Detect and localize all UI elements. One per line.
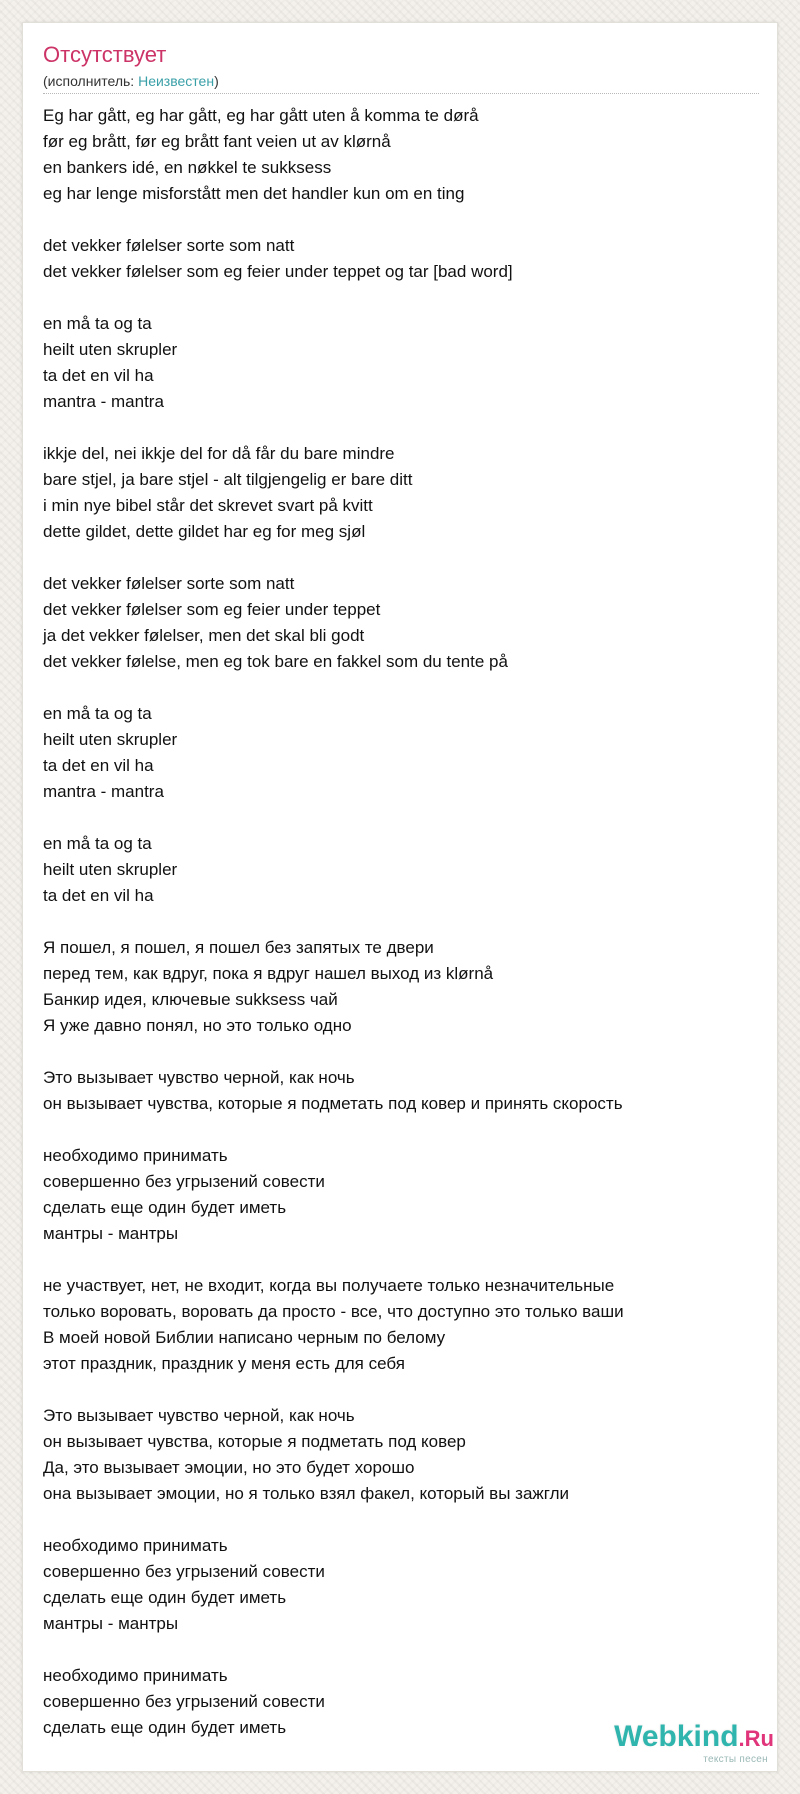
lyric-line: не участвует, нет, не входит, когда вы получаете только незначительные <box>43 1276 615 1295</box>
lyric-line: совершенно без угрызений совести <box>43 1692 325 1711</box>
lyric-line: det vekker følelser sorte som natt <box>43 236 295 255</box>
stanza-break <box>43 1507 763 1533</box>
lyric-line: heilt uten skrupler <box>43 730 178 749</box>
lyric-line: en må ta og ta <box>43 704 152 723</box>
lyric-line: мантры - мантры <box>43 1224 179 1243</box>
lyric-line: Eg har gått, eg har gått, eg har gått uten å komma te dørå <box>43 106 479 125</box>
lyric-line: совершенно без угрызений совести <box>43 1562 325 1581</box>
lyric-line: ikkje del, nei ikkje del for då får du bare mindre <box>43 444 395 463</box>
lyric-line: В моей новой Библии написано черным по белому <box>43 1328 446 1347</box>
lyric-line: он вызывает чувства, которые я подметать под ковер <box>43 1432 466 1451</box>
stanza-break <box>43 285 763 311</box>
lyric-line: только воровать, воровать да просто - все, что доступно это только ваши <box>43 1302 624 1321</box>
lyric-line: Я пошел, я пошел, я пошел без запятых те двери <box>43 938 434 957</box>
lyric-line: Это вызывает чувство черной, как ночь <box>43 1068 355 1087</box>
lyric-line: Банкир идея, ключевые sukksess чай <box>43 990 338 1009</box>
lyric-line: dette gildet, dette gildet har eg for meg sjøl <box>43 522 366 541</box>
lyric-line: heilt uten skrupler <box>43 340 178 359</box>
lyric-line: необходимо принимать <box>43 1536 228 1555</box>
lyric-line: необходимо принимать <box>43 1146 228 1165</box>
lyric-line: ta det en vil ha <box>43 366 154 385</box>
stanza-break <box>43 207 763 233</box>
lyric-line: ja det vekker følelser, men det skal bli godt <box>43 626 365 645</box>
lyric-line: det vekker følelser sorte som natt <box>43 574 295 593</box>
title-divider <box>43 93 759 94</box>
lyrics-card <box>22 22 778 1772</box>
lyric-line: en bankers idé, en nøkkel te sukksess <box>43 158 332 177</box>
watermark-tld: .Ru <box>738 1726 774 1751</box>
lyric-line: mantra - mantra <box>43 392 164 411</box>
lyric-line: en må ta og ta <box>43 314 152 333</box>
webkind-watermark-logo <box>578 1720 774 1768</box>
artist-suffix: ) <box>214 73 219 89</box>
watermark-wordmark <box>614 1720 774 1756</box>
lyric-line: сделать еще один будет иметь <box>43 1198 287 1217</box>
lyric-line: он вызывает чувства, которые я подметать под ковер и принять скорость <box>43 1094 623 1113</box>
lyric-line: Это вызывает чувство черной, как ночь <box>43 1406 355 1425</box>
stanza-break <box>43 1377 763 1403</box>
lyric-line: i min nye bibel står det skrevet svart på kvitt <box>43 496 373 515</box>
lyric-line: før eg brått, før eg brått fant veien ut av klørnå <box>43 132 391 151</box>
lyric-line: mantra - mantra <box>43 782 164 801</box>
lyric-line: en må ta og ta <box>43 834 152 853</box>
lyric-line: перед тем, как вдруг, пока я вдруг нашел выход из klørnå <box>43 964 494 983</box>
lyric-line: ta det en vil ha <box>43 756 154 775</box>
stanza-break <box>43 909 763 935</box>
stanza-break <box>43 1247 763 1273</box>
lyric-line: heilt uten skrupler <box>43 860 178 879</box>
lyric-line: совершенно без угрызений совести <box>43 1172 325 1191</box>
stanza-break <box>43 1637 763 1663</box>
lyric-line: det vekker følelser som eg feier under teppet og tar [bad word] <box>43 262 513 281</box>
lyric-line: этот праздник, праздник у меня есть для себя <box>43 1354 405 1373</box>
lyric-line: сделать еще один будет иметь <box>43 1588 287 1607</box>
stanza-break <box>43 1117 763 1143</box>
lyric-line: мантры - мантры <box>43 1614 179 1633</box>
song-title: Отсутствует <box>43 42 167 67</box>
lyric-line: сделать еще один будет иметь <box>43 1718 287 1737</box>
lyric-line: det vekker følelse, men eg tok bare en fakkel som du tente på <box>43 652 508 671</box>
lyric-line: Я уже давно понял, но это только одно <box>43 1016 352 1035</box>
artist-link[interactable]: Неизвестен <box>138 73 215 89</box>
watermark-tagline: тексты песен <box>703 1754 768 1765</box>
lyric-line: она вызывает эмоции, но я только взял факел, который вы зажгли <box>43 1484 570 1503</box>
lyric-line: det vekker følelser som eg feier under teppet <box>43 600 381 619</box>
lyric-line: bare stjel, ja bare stjel - alt tilgjengelig er bare ditt <box>43 470 413 489</box>
stanza-break <box>43 675 763 701</box>
artist-prefix: (исполнитель: <box>43 73 139 89</box>
lyric-line: ta det en vil ha <box>43 886 154 905</box>
lyric-line: Да, это вызывает эмоции, но это будет хорошо <box>43 1458 415 1477</box>
stanza-break <box>43 1039 763 1065</box>
watermark-brand: Webkind <box>614 1720 739 1753</box>
lyrics-body <box>43 103 763 1741</box>
stanza-break <box>43 805 763 831</box>
lyric-line: eg har lenge misforstått men det handler kun om en ting <box>43 184 465 203</box>
artist-line <box>43 72 219 90</box>
lyric-line: необходимо принимать <box>43 1666 228 1685</box>
stanza-break <box>43 545 763 571</box>
stanza-break <box>43 415 763 441</box>
